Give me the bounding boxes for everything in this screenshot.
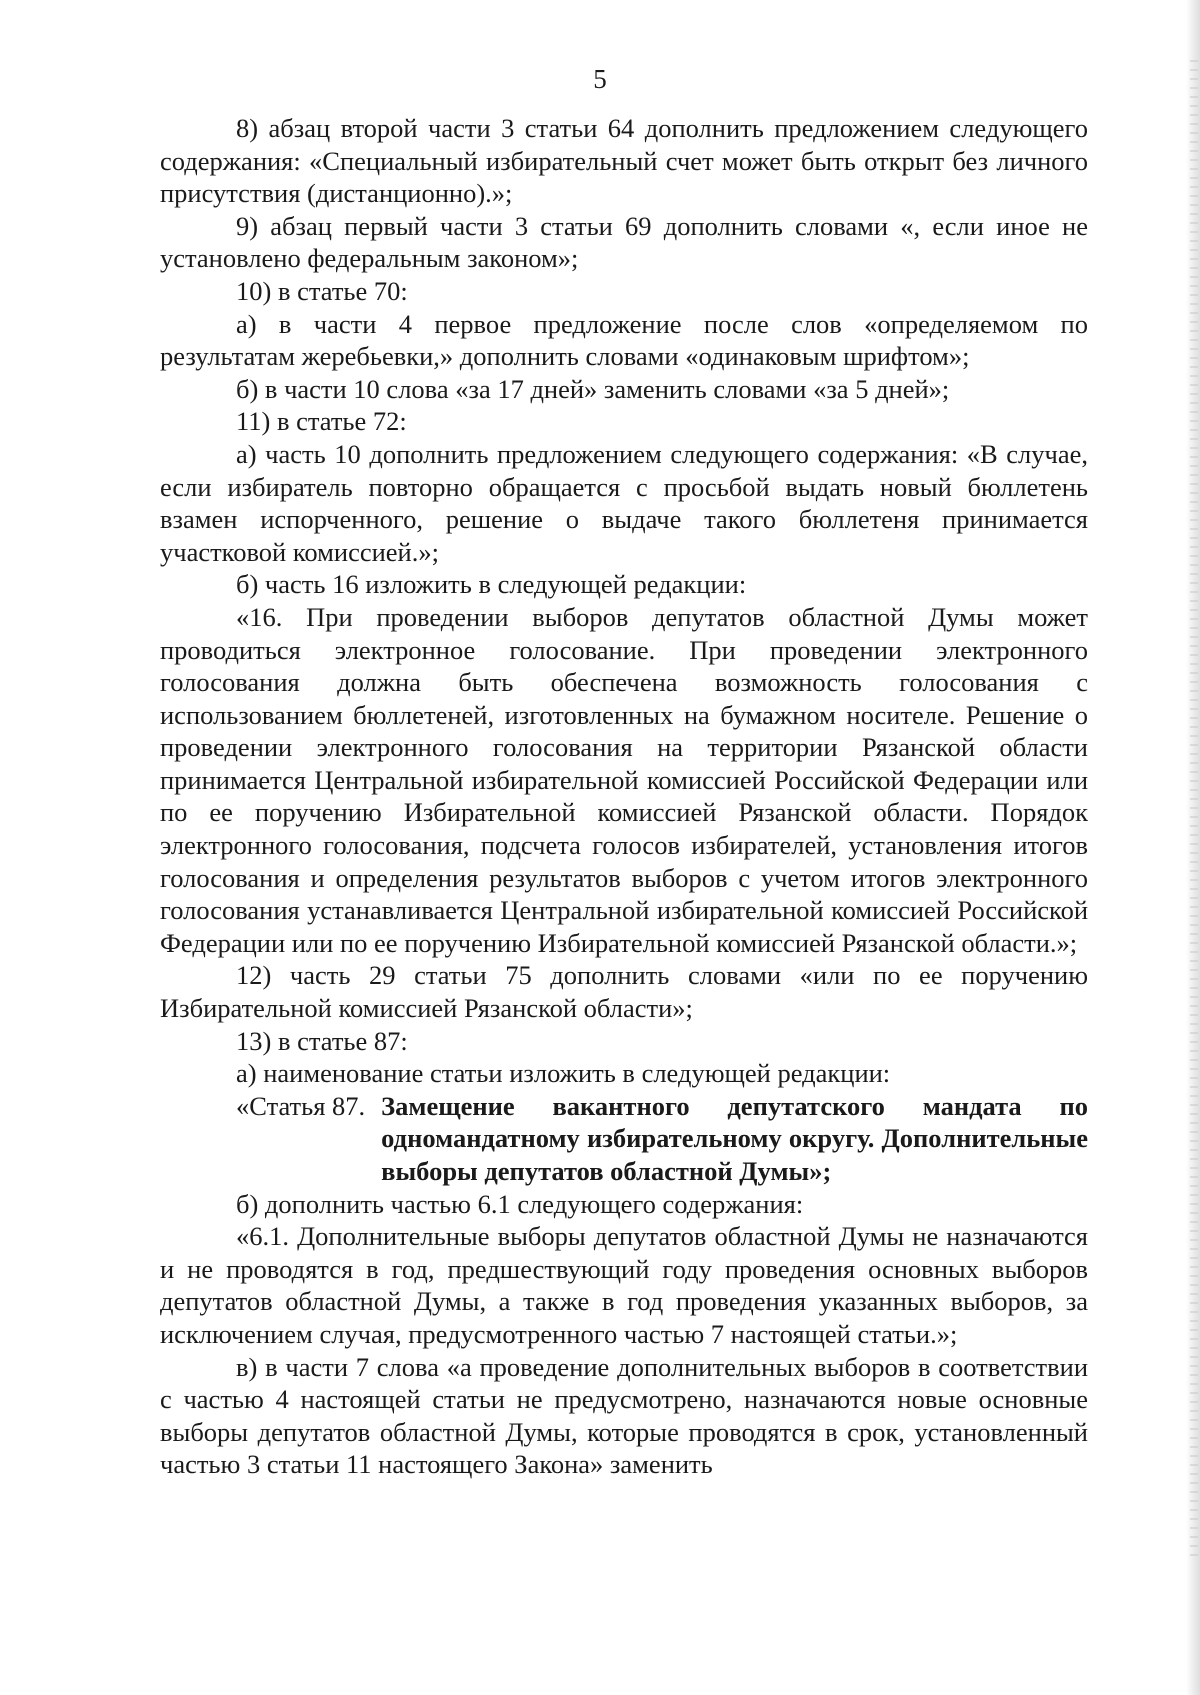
document-body xyxy=(160,112,1088,1481)
paragraph-part-16-text: «16. При проведении выборов депутатов областной Думы может проводиться электронное голосование. При проведении электронного голосования должна быть обеспечена возможность голосования с использованием бюллетеней, изготовленных на бумажном носителе. Решение о проведении электронного голосования на территории Рязанской области принимается Центральной избирательной комиссией Российской Федерации или по ее поручению Избирательной комиссией Рязанской области. Порядок электронного голосования, подсчета голосов избирателей, установления итогов голосования и определения результатов выборов с учетом итогов электронного голосования устанавливается Центральной избирательной комиссией Российской Федерации или по ее поручению Избирательной комиссией Рязанской области.»; xyxy=(160,601,1088,958)
paragraph-item-11a: а) часть 10 дополнить предложением следующего содержания: «В случае, если избиратель повторно обращается с просьбой выдать новый бюллетень взамен испорченного, решение о выдаче такого бюллетеня принимается участковой комиссией.»; xyxy=(160,438,1088,567)
scan-edge xyxy=(1186,0,1200,1695)
paragraph-item-12: 12) часть 29 статьи 75 дополнить словами «или по ее поручению Избирательной комиссией Рязанской области»; xyxy=(160,960,1088,1024)
paragraph-item-13a: а) наименование статьи изложить в следующей редакции: xyxy=(236,1058,891,1089)
paragraph-item-11: 11) в статье 72: xyxy=(236,406,407,437)
paragraph-item-11b: б) часть 16 изложить в следующей редакции: xyxy=(236,569,747,600)
paragraph-part-6-1-text: «6.1. Дополнительные выборы депутатов областной Думы не назначаются и не проводятся в год, предшествующий году проведения основных выборов депутатов областной Думы, а также в год проведения указанных выборов, за исключением случая, предусмотренного частью 7 настоящей статьи.»; xyxy=(160,1221,1088,1349)
paragraph-item-10b: б) в части 10 слова «за 17 дней» заменить словами «за 5 дней»; xyxy=(236,373,950,404)
scan-edge-marks xyxy=(1190,60,1198,1560)
paragraph-item-10: 10) в статье 70: xyxy=(236,275,408,306)
paragraph-item-13: 13) в статье 87: xyxy=(236,1025,408,1056)
paragraph-item-10a: а) в части 4 первое предложение после слов «определяемом по результатам жеребьевки,» дополнить словами «одинаковым шрифтом»; xyxy=(160,308,1088,372)
article-87-title: Замещение вакантного депутатского мандата по одномандатному избирательному округу. Дополнительные выборы депутатов областной Думы xyxy=(381,1090,1088,1186)
article-87-label: «Статья 87. xyxy=(236,1090,366,1121)
page-number: 5 xyxy=(593,64,607,94)
paragraph-item-8: 8) абзац второй части 3 статьи 64 дополнить предложением следующего содержания: «Специальный избирательный счет может быть открыт без личного присутствия (дистанционно).»; xyxy=(160,113,1088,209)
paragraph-item-13b: б) дополнить частью 6.1 следующего содержания: xyxy=(236,1188,804,1219)
article-87-title-block xyxy=(381,1090,1088,1188)
article-87-title-suffix: »; xyxy=(809,1156,832,1186)
paragraph-item-9: 9) абзац первый части 3 статьи 69 дополнить словами «, если иное не установлено федеральным законом»; xyxy=(160,210,1088,274)
article-87-heading xyxy=(160,1090,1088,1188)
paragraph-item-13c: в) в части 7 слова «а проведение дополнительных выборов в соответствии с частью 4 настоящей статьи не предусмотрено, назначаются новые основные выборы депутатов областной Думы, которые проводятся в срок, установленный частью 3 статьи 11 настоящего Закона» заменить xyxy=(160,1351,1088,1480)
